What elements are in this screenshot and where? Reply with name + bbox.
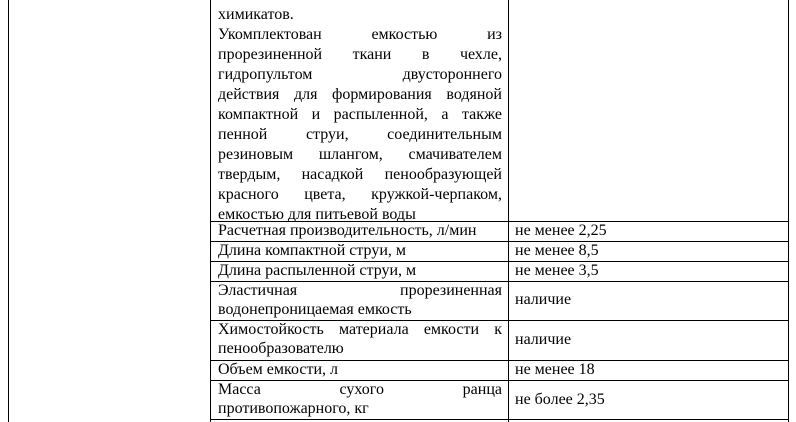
param-line: Эластичная прорезиненная xyxy=(218,282,502,299)
value-elastic-container: наличие xyxy=(515,291,572,308)
description-line: действия для формирования водяной xyxy=(218,86,502,103)
param-line: Химостойкость материала емкости к xyxy=(218,321,502,338)
param-container-volume: Объем емкости, л xyxy=(218,361,339,378)
description-line: твердым, насадкой пенообразующей xyxy=(218,166,502,183)
param-line: водонепроницаемая емкость xyxy=(218,300,412,318)
description-line: компактной и распыленной, а также xyxy=(218,106,502,123)
description-line: емкостью для питьевой воды xyxy=(218,206,416,223)
table-border-right xyxy=(788,0,789,422)
param-line: Масса сухого ранца xyxy=(218,381,502,398)
description-paragraph xyxy=(218,5,502,225)
value-chemical-resistance: наличие xyxy=(515,331,572,348)
value-container-volume: не менее 18 xyxy=(515,361,595,378)
param-line: пенообразователю xyxy=(218,339,344,357)
value-dry-mass: не более 2,35 xyxy=(515,391,605,408)
value-compact-jet-length: не менее 8,5 xyxy=(515,242,599,259)
description-line: красного цвета, кружкой-черпаком, xyxy=(218,186,502,203)
table-column-divider-2 xyxy=(508,0,509,422)
table-border-left xyxy=(8,0,9,422)
value-spray-jet-length: не менее 3,5 xyxy=(515,262,599,279)
table-column-divider-1 xyxy=(210,0,211,422)
description-line: Укомплектован емкостью из xyxy=(218,26,502,43)
description-line: прорезиненной ткани в чехле, xyxy=(218,46,502,63)
param-elastic-container xyxy=(218,282,502,319)
description-line: химикатов. xyxy=(218,6,294,23)
param-spray-jet-length: Длина распыленной струи, м xyxy=(218,262,417,279)
description-line: резиновым шлангом, смачивателем xyxy=(218,146,502,163)
description-line: гидропультом двустороннего xyxy=(218,66,502,83)
value-productivity: не менее 2,25 xyxy=(515,222,607,239)
row-divider xyxy=(210,419,789,420)
param-productivity: Расчетная производительность, л/мин xyxy=(218,222,477,239)
param-dry-mass xyxy=(218,381,502,418)
param-compact-jet-length: Длина компактной струи, м xyxy=(218,242,407,259)
description-line: пенной струи, соединительным xyxy=(218,126,502,143)
param-chemical-resistance xyxy=(218,321,502,358)
param-line: противопожарного, кг xyxy=(218,399,369,417)
